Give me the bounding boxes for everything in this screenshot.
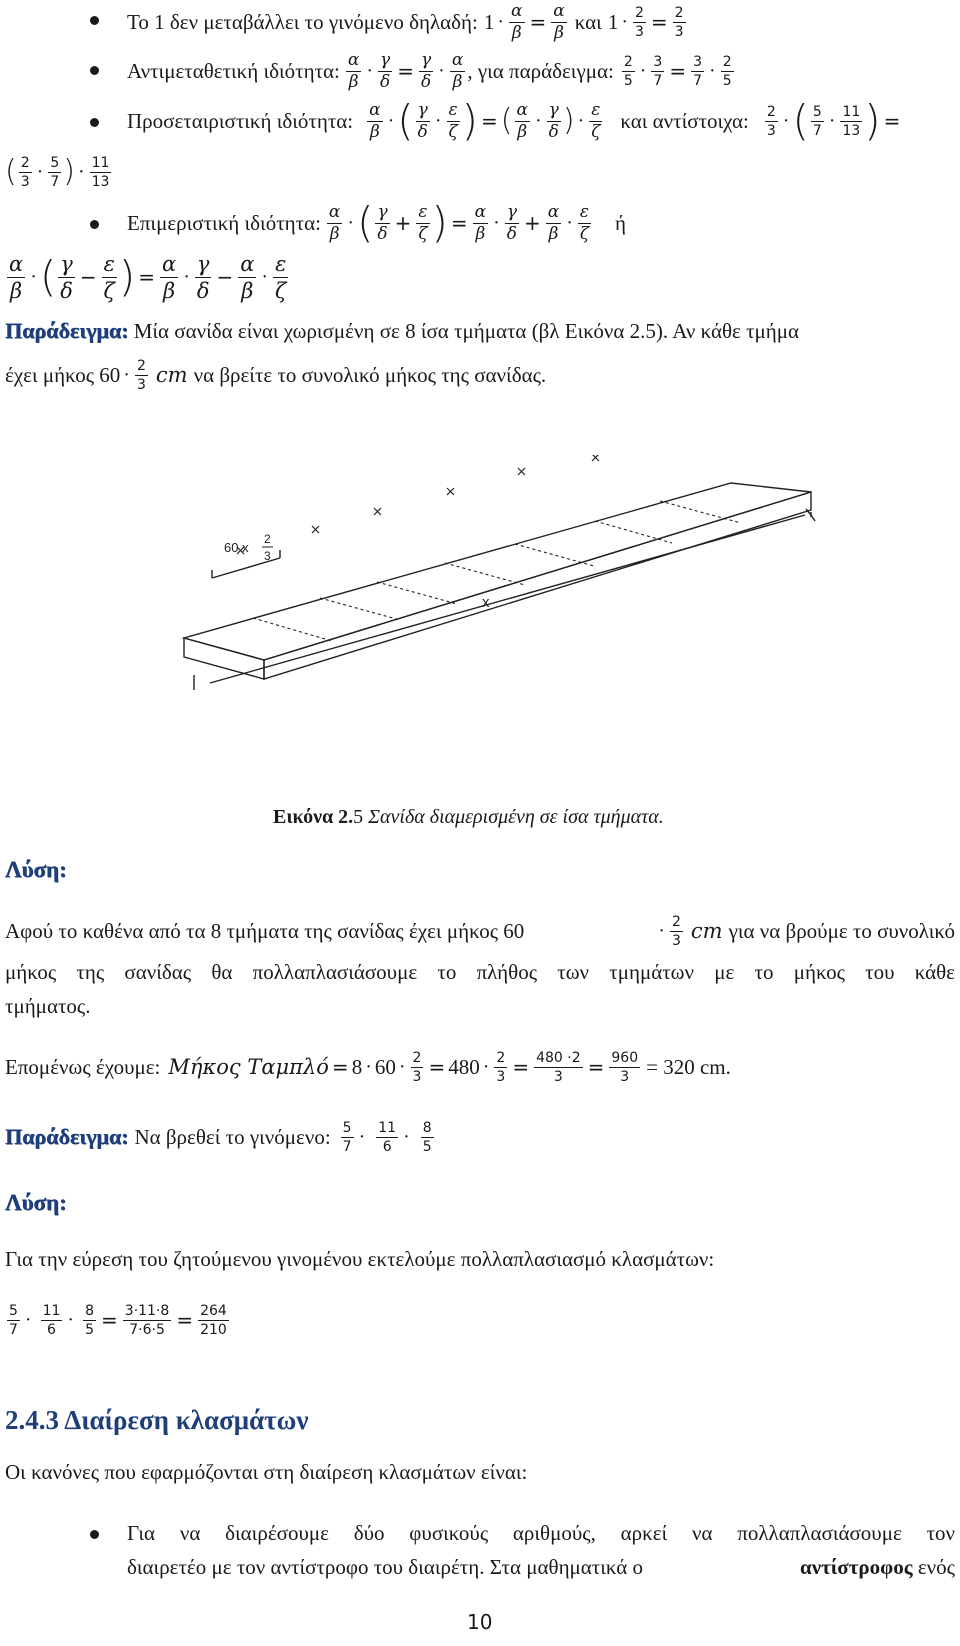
plank-figure	[170, 455, 830, 730]
example2-line: Παράδειγμα: Να βρεθεί το γινόμενο: $\frac{5}{7}$ · $\frac{11}{6}$ · $\frac{8}{5}$	[5, 1119, 432, 1155]
bullet-associative-line: Προσεταιριστική ιδιότητα: $\frac{\alpha}{\beta}$ · ( $\frac{\gamma}{\delta}$ · $\frac{\varepsilon}{\zeta}$ ) = ( $\frac{\alpha}{\beta}$ · $\frac{\gamma}{\delta}$ ) · $\frac{\varepsilon}{\zeta}$ και αντίστοιχα: $\frac{2}{3}$ · ( $\frac{5}{7}$ · $\frac{11}{13}$ ) =	[127, 96, 901, 145]
segment-divider	[377, 582, 457, 604]
label-x: x	[482, 594, 490, 611]
solution1-line1: Αφού το καθένα από τα 8 τμήματα της σανίδας έχει μήκος 60 · $\frac{2}{3}$ cm για να βρούμε το συνολικό	[5, 913, 955, 949]
solution-label: Λύση:	[5, 857, 67, 882]
segment-divider	[595, 521, 672, 543]
svg-text:2: 2	[264, 532, 271, 546]
bullet-identity-line: Το 1 δεν μεταβάλλει το γινόμενο δηλαδή: 1 · $\frac{\alpha}{\beta}$ = $\frac{\alpha}{\beta}$ και 1 · $\frac{2}{3}$ = $\frac{2}{3}$	[127, 0, 684, 43]
bullet-distributive-text: Επιμεριστική ιδιότητα:	[127, 211, 321, 235]
bullet-identity-text: Το 1 δεν μεταβάλλει το γινόμενο δηλαδή:	[127, 10, 478, 34]
example1-line2: έχει μήκος 60 · $\frac{2}{3}$ cm να βρείτε το συνολικό μήκος της σανίδας.	[5, 357, 547, 393]
section-intro: Οι κανόνες που εφαρμόζονται στη διαίρεση κλασμάτων είναι:	[5, 1460, 528, 1484]
bullet-commutative-line: Αντιμεταθετική ιδιότητα: $\frac{\alpha}{\beta}$ · $\frac{\gamma}{\delta}$ = $\frac{\gamma}{\delta}$ · $\frac{\alpha}{\beta}$ , για παράδειγμα: $\frac{2}{5}$ · $\frac{3}{7}$ = $\frac{3}{7}$ · $\frac{2}{5}$	[127, 49, 732, 92]
segment-divider	[320, 598, 400, 620]
plank-front-face	[184, 638, 264, 679]
segment-divider	[253, 618, 332, 641]
solution1-line3: τμήματος.	[5, 994, 91, 1018]
example-label: Παράδειγμα:	[5, 318, 129, 343]
label-fraction-2-3	[262, 532, 273, 563]
svg-text:3: 3	[264, 549, 271, 563]
bullet-marker	[90, 220, 99, 229]
bullet-marker	[90, 66, 99, 75]
example1-text: Μία σανίδα είναι χωρισμένη σε 8 ίσα τμήματα (βλ Εικόνα 2.5). Αν κάθε τμήμα	[133, 319, 800, 343]
section-bullet-line1: Για να διαιρέσουμε δύο φυσικούς αριθμούς, αρκεί να πολλαπλασιάσουμε τον	[127, 1521, 955, 1545]
section-bullet-line2: διαιρετέο με τον αντίστροφο του διαιρέτη. Στα μαθηματικά ο αντίστροφος ενός	[127, 1555, 955, 1579]
solution2-text: Για την εύρεση του ζητούμενου γινομένου εκτελούμε πολλαπλασιασμό κλασμάτων:	[5, 1247, 715, 1271]
page-number: 10	[467, 1610, 493, 1634]
plank-right-face	[264, 492, 811, 679]
example1-line1	[5, 318, 799, 344]
segment-divider	[445, 563, 525, 585]
segment-divider	[660, 501, 741, 523]
plank-top-face	[184, 483, 811, 660]
bullet-marker	[90, 1530, 99, 1539]
label-60x: 60 x	[224, 540, 249, 555]
solution-label: Λύση:	[5, 1190, 67, 1215]
bullet-marker	[90, 16, 99, 25]
associative-continuation: ( $\frac{2}{3}$ · $\frac{5}{7}$ ) · $\frac{11}{13}$	[5, 154, 110, 190]
bullet-marker	[90, 118, 99, 127]
dimension-line-x	[210, 515, 805, 683]
bullet-associative-text: Προσεταιριστική ιδιότητα:	[127, 109, 354, 133]
section-heading: 2.4.3 Διαίρεση κλασμάτων	[5, 1405, 309, 1435]
example-label: Παράδειγμα:	[5, 1124, 129, 1149]
solution1-equation: Επομένως έχουμε: Μήκος Ταμπλό = 8 · 60 · $\frac{2}{3}$ = 480 · $\frac{2}{3}$ = $\frac{480 \cdot 2}{3}$ = $\frac{960}{3}$ = 320 cm.	[5, 1049, 731, 1085]
bullet-commutative-text: Αντιμεταθετική ιδιότητα:	[127, 59, 340, 83]
bullet-distributive-line: Επιμεριστική ιδιότητα: $\frac{\alpha}{\beta}$ · ( $\frac{\gamma}{\delta}$ + $\frac{\varepsilon}{\zeta}$ ) = $\frac{\alpha}{\beta}$ · $\frac{\gamma}{\delta}$ + $\frac{\alpha}{\beta}$ · $\frac{\varepsilon}{\zeta}$ ή	[127, 198, 627, 247]
segment-tick-marks	[237, 455, 673, 554]
figure-caption: Εικόνα 2.5 Σανίδα διαμερισμένη σε ίσα τμήματα.	[273, 806, 664, 828]
distributive-continuation: $\frac{\alpha}{\beta}$ · ( $\frac{\gamma}{\delta}$ − $\frac{\varepsilon}{\zeta}$ ) = $\frac{\alpha}{\beta}$ · $\frac{\gamma}{\delta}$ − $\frac{\alpha}{\beta}$ · $\frac{\varepsilon}{\zeta}$	[9, 251, 287, 303]
solution2-equation: $\frac{5}{7}$ · $\frac{11}{6}$ · $\frac{8}{5}$ = $\frac{3\cdot 11\cdot 8}{7\cdot 6\cdot 5}$ = $\frac{264}{210}$	[9, 1302, 227, 1338]
solution1-line2: μήκος της σανίδας θα πολλαπλασιάσουμε το πλήθος των τμημάτων με το μήκος του κάθε	[5, 960, 955, 984]
